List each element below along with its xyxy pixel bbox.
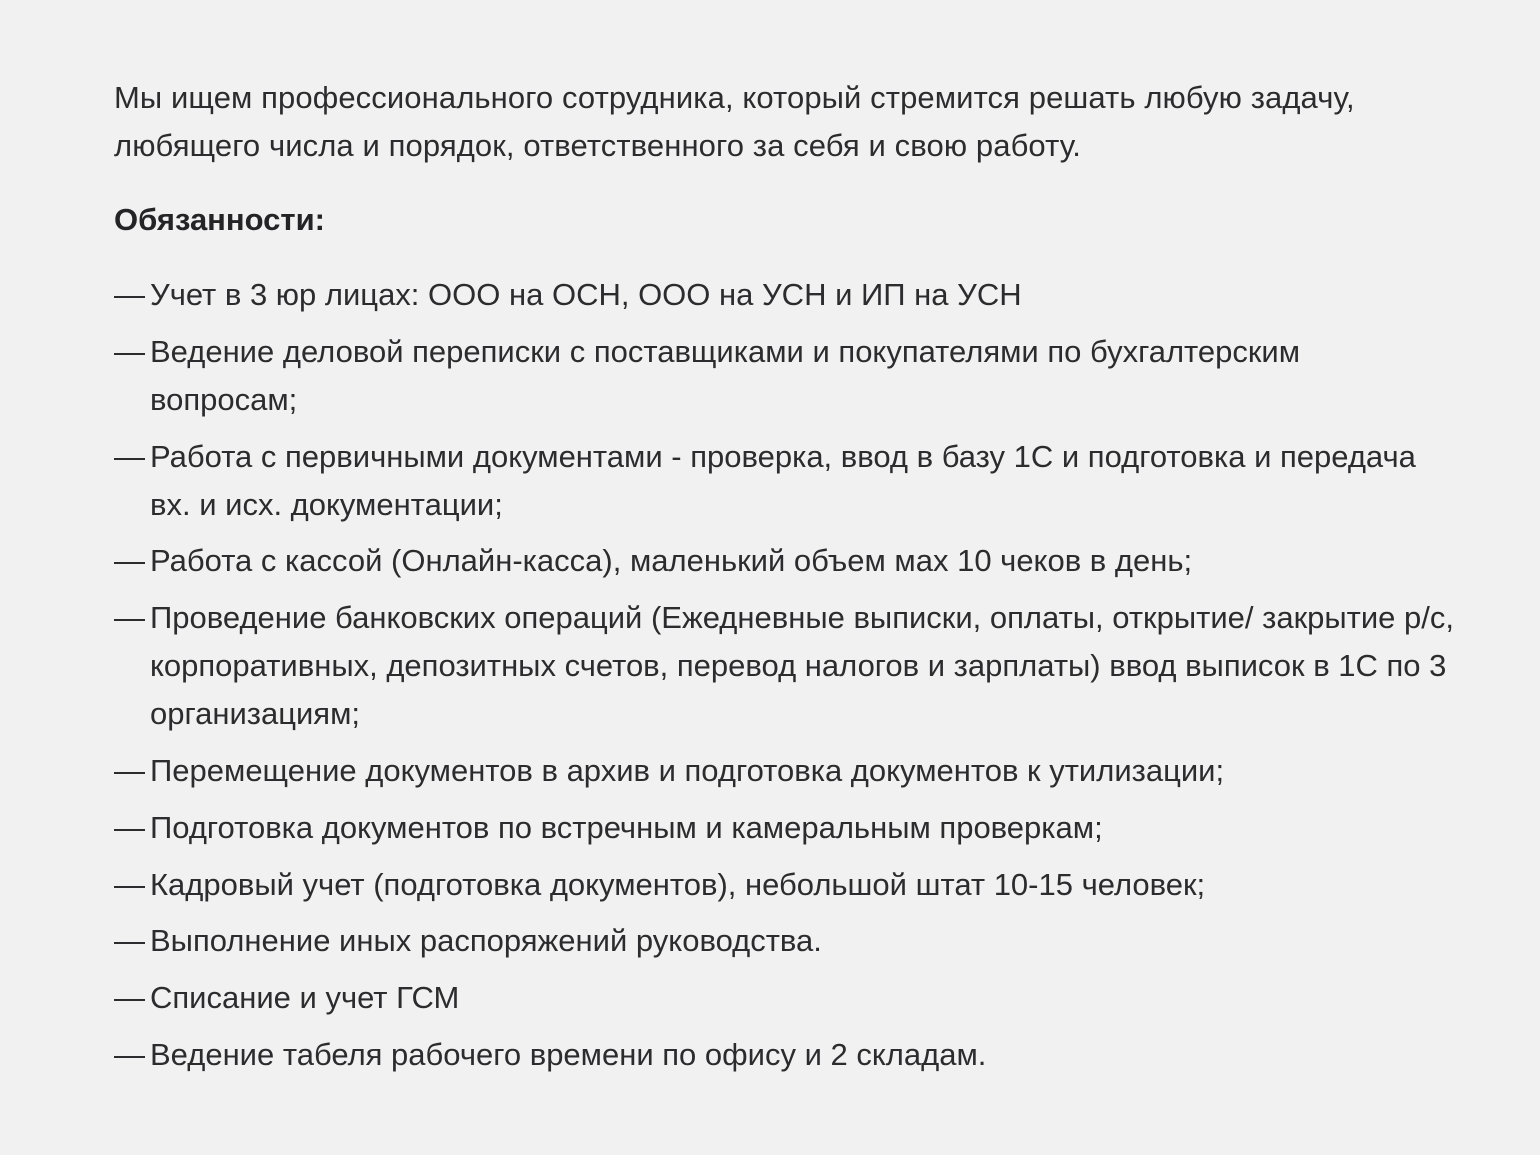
bullet-dash: — <box>114 980 145 1016</box>
duty-item <box>114 861 1454 909</box>
duty-text: Работа с кассой (Онлайн-касса), маленький объем мах 10 чеков в день; <box>150 543 1193 579</box>
duty-text: Проведение банковских операций (Ежедневные выписки, оплаты, открытие/ закрытие р/с, корпоративных, депозитных счетов, перевод налогов и зарплаты) ввод выписок в 1С по 3 организациям; <box>150 600 1454 732</box>
intro-paragraph: Мы ищем профессионального сотрудника, который стремится решать любую задачу, любящего числа и порядок, ответственного за себя и свою работу. <box>114 80 1355 163</box>
duty-text: Подготовка документов по встречным и камеральным проверкам; <box>150 809 1103 845</box>
bullet-dash: — <box>114 600 145 636</box>
bullet-dash: — <box>114 277 145 312</box>
duty-item <box>114 974 1454 1022</box>
duties-list <box>114 271 1454 1079</box>
job-description <box>114 74 1454 1088</box>
duty-item <box>114 1031 1454 1079</box>
bullet-dash: — <box>114 438 145 474</box>
duty-text: Перемещение документов в архив и подготовка документов к утилизации; <box>150 752 1225 788</box>
duty-item <box>114 537 1454 585</box>
duty-item <box>114 594 1454 738</box>
bullet-dash: — <box>114 1036 145 1072</box>
duty-text: Ведение деловой переписки с поставщиками и покупателями по бухгалтерским вопросам; <box>150 333 1301 417</box>
bullet-dash: — <box>114 752 145 788</box>
duty-item <box>114 433 1454 529</box>
duty-item <box>114 804 1454 852</box>
duties-heading: Обязанности: <box>114 202 325 237</box>
duty-text: Выполнение иных распоряжений руководства. <box>150 923 822 959</box>
duty-item <box>114 271 1454 319</box>
duty-text: Кадровый учет (подготовка документов), небольшой штат 10-15 человек; <box>150 866 1206 902</box>
duty-text: Списание и учет ГСМ <box>150 980 460 1016</box>
duty-text: Работа с первичными документами - проверка, ввод в базу 1С и подготовка и передача вх. и исх. документации; <box>150 438 1416 522</box>
bullet-dash: — <box>114 543 145 579</box>
duty-text: Учет в 3 юр лицах: ООО на ОСН, ООО на УСН и ИП на УСН <box>150 277 1022 312</box>
duty-item <box>114 747 1454 795</box>
duty-item <box>114 328 1454 424</box>
bullet-dash: — <box>114 866 145 902</box>
bullet-dash: — <box>114 333 145 369</box>
bullet-dash: — <box>114 809 145 845</box>
duty-item <box>114 917 1454 965</box>
bullet-dash: — <box>114 923 145 959</box>
duty-text: Ведение табеля рабочего времени по офису и 2 складам. <box>150 1036 987 1072</box>
